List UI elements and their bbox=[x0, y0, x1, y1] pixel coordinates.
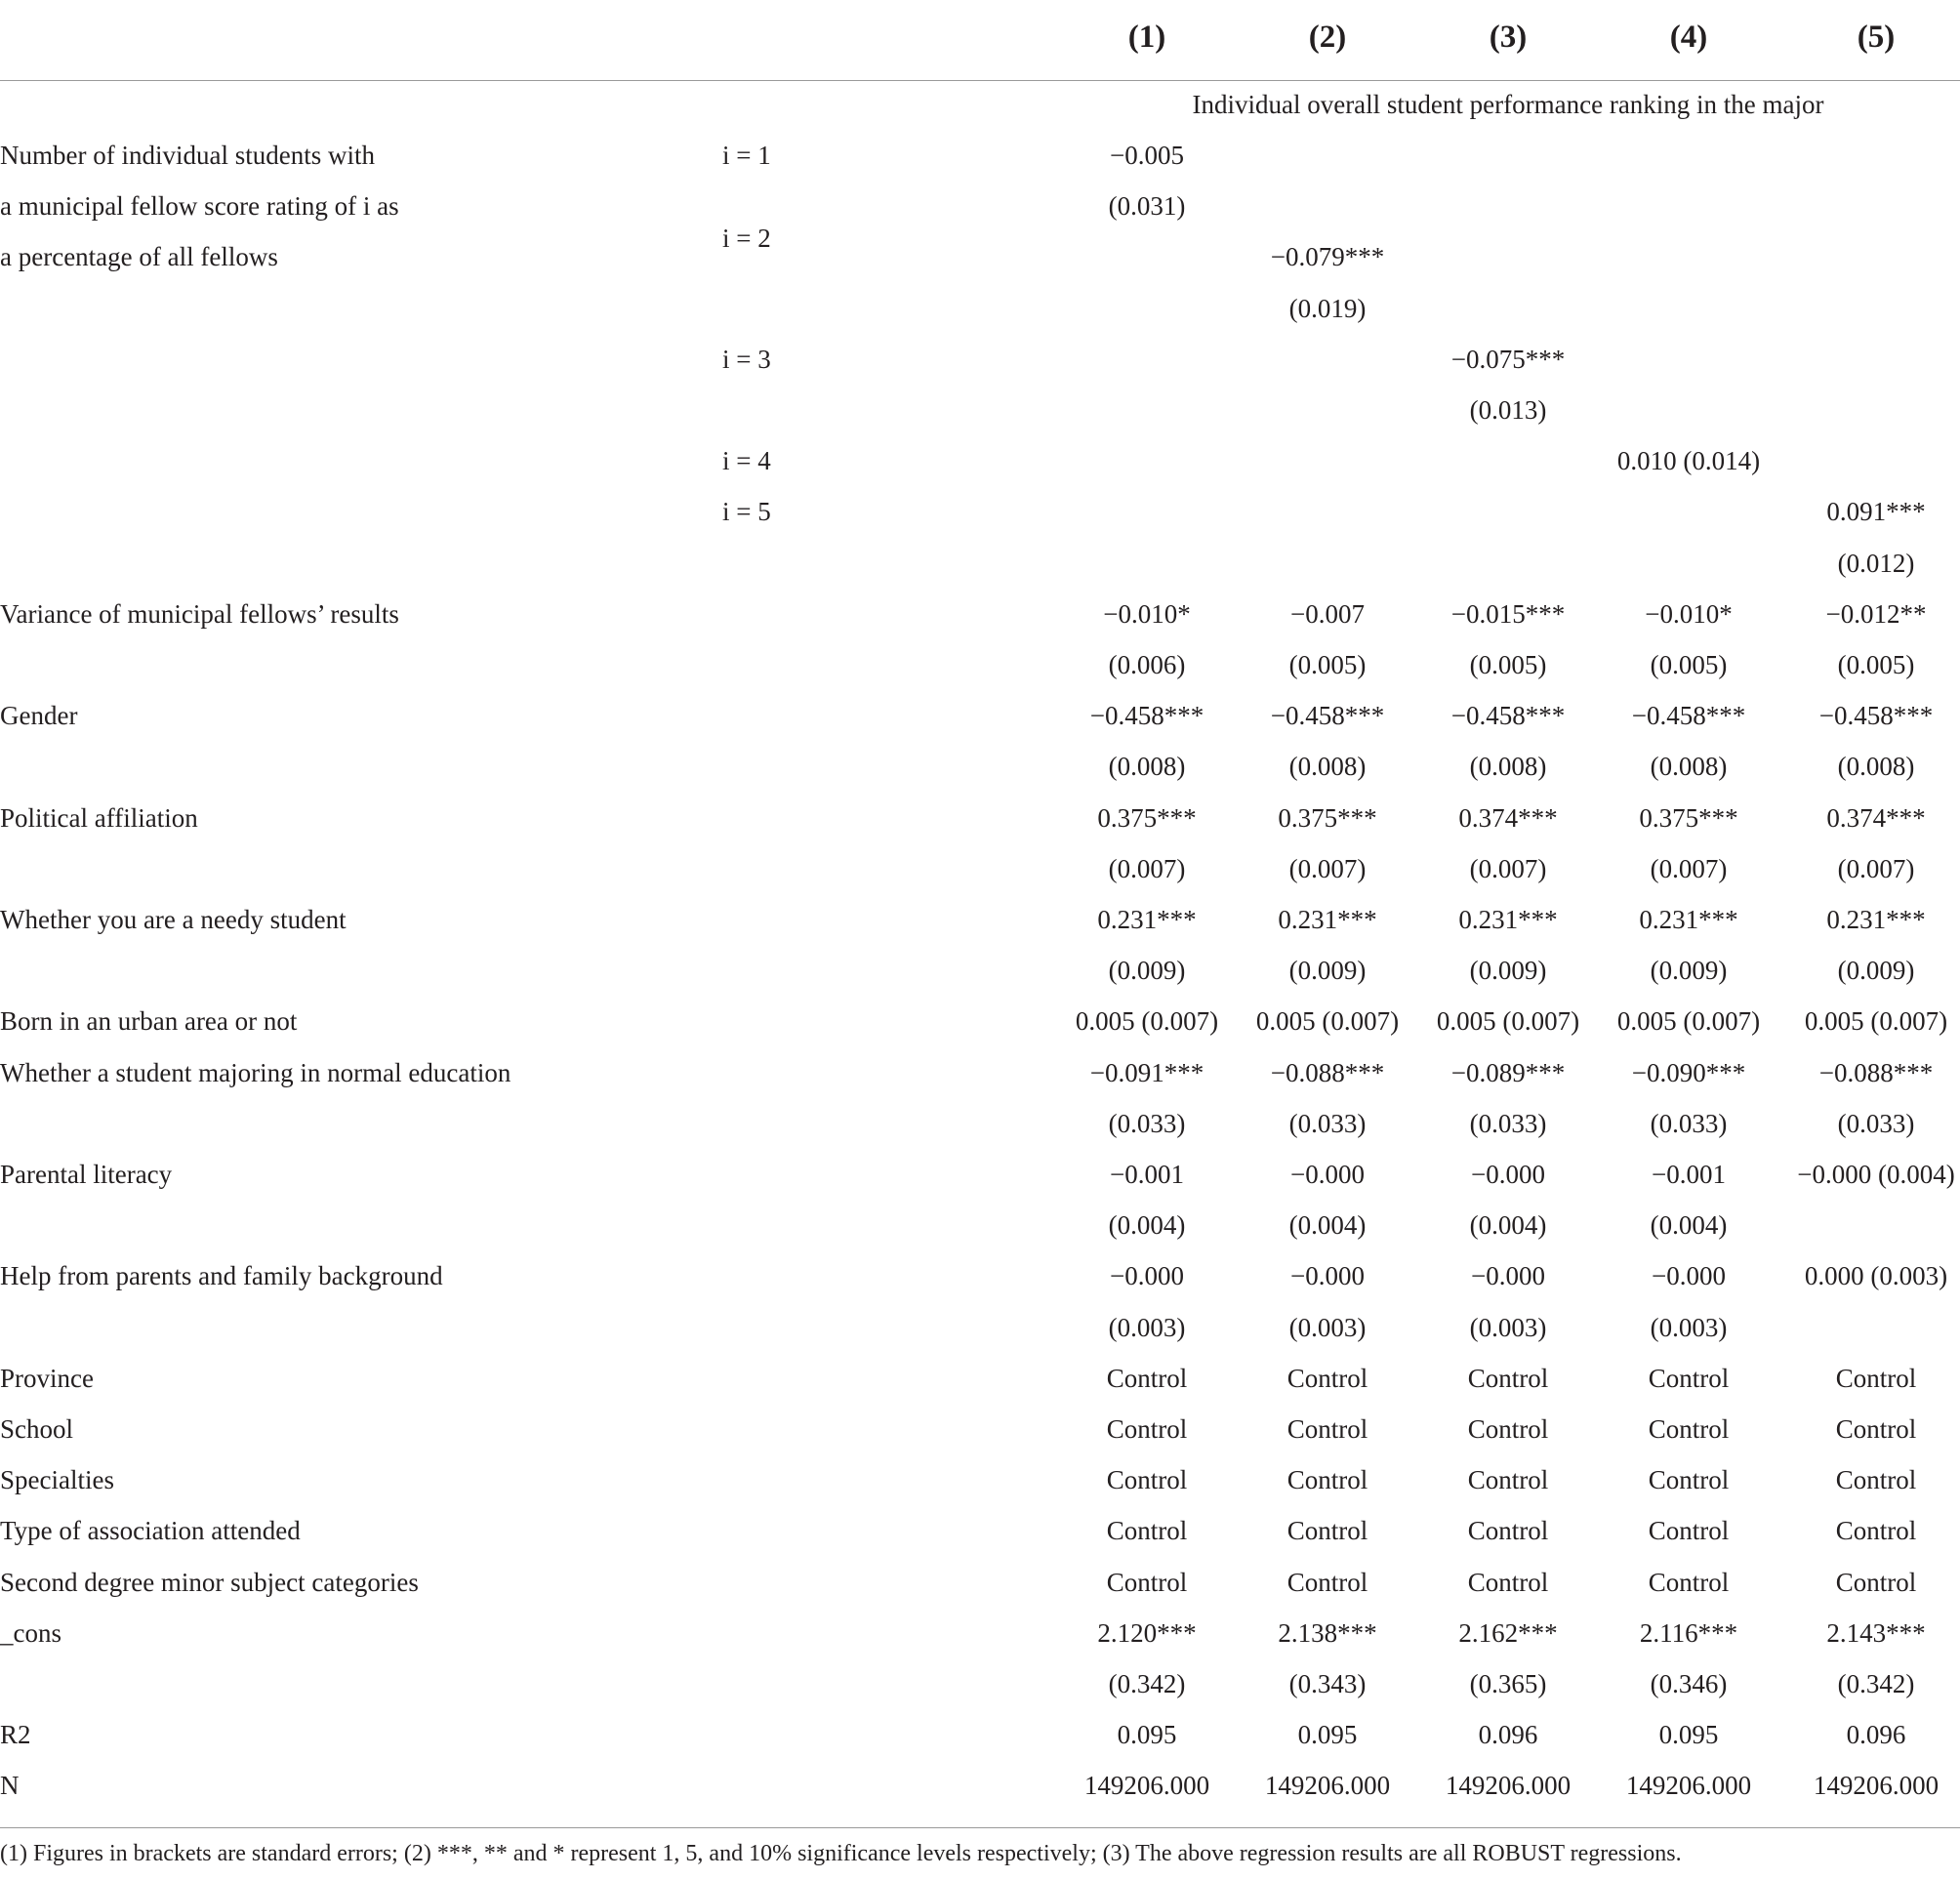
row-label: Political affiliation bbox=[0, 802, 198, 833]
std-error-cell: (0.005) bbox=[1650, 650, 1728, 679]
coefficient-cell: −0.000 bbox=[1290, 1160, 1365, 1189]
coefficient-cell: −0.458*** bbox=[1818, 701, 1934, 731]
column-header-3: (3) bbox=[1489, 20, 1528, 55]
coefficient-cell: −0.001 bbox=[1110, 1160, 1184, 1189]
std-error-cell: (0.005) bbox=[1837, 650, 1915, 679]
std-error-cell: (0.003) bbox=[1288, 1312, 1367, 1342]
row-label: Variance of municipal fellows’ results bbox=[0, 598, 399, 629]
coefficient-cell: −0.010* bbox=[1103, 598, 1191, 629]
std-error-cell: (0.008) bbox=[1288, 752, 1367, 782]
std-error-cell: (0.013) bbox=[1469, 395, 1547, 425]
coefficient-cell: 2.143*** bbox=[1826, 1617, 1926, 1648]
std-error-cell: (0.031) bbox=[1108, 191, 1186, 222]
std-error-cell: (0.342) bbox=[1108, 1669, 1186, 1698]
coefficient-cell: −0.015*** bbox=[1450, 598, 1566, 629]
std-error-cell: (0.004) bbox=[1108, 1210, 1186, 1241]
std-error-cell: (0.009) bbox=[1108, 956, 1186, 986]
std-error-cell: (0.007) bbox=[1288, 853, 1367, 883]
row-label: Whether a student majoring in normal education bbox=[0, 1057, 511, 1087]
coefficient-cell: Control bbox=[1835, 1465, 1917, 1495]
coefficient-cell: Control bbox=[1286, 1465, 1368, 1495]
coefficient-cell: −0.458*** bbox=[1089, 701, 1205, 731]
row-label: School bbox=[0, 1414, 74, 1444]
row-label: Parental literacy bbox=[0, 1160, 173, 1189]
coefficient-cell: 0.005 (0.007) bbox=[1616, 1006, 1761, 1037]
coefficient-cell: 0.091*** bbox=[1826, 497, 1926, 527]
std-error-cell: (0.019) bbox=[1288, 293, 1367, 323]
row-label: _cons bbox=[0, 1617, 61, 1648]
coefficient-cell: −0.007 bbox=[1290, 598, 1365, 629]
row-label: Whether you are a needy student bbox=[0, 905, 347, 934]
coefficient-cell: Control bbox=[1835, 1516, 1917, 1546]
row-label: Type of association attended bbox=[0, 1516, 301, 1546]
std-error-cell: (0.004) bbox=[1650, 1210, 1728, 1241]
coefficient-cell: −0.000 (0.004) bbox=[1797, 1160, 1955, 1189]
coefficient-cell: −0.090*** bbox=[1631, 1057, 1746, 1087]
coefficient-cell: Control bbox=[1106, 1465, 1188, 1495]
coefficient-cell: 2.120*** bbox=[1097, 1617, 1197, 1648]
coefficient-cell: Control bbox=[1648, 1516, 1730, 1546]
i-label: i = 5 bbox=[722, 497, 771, 527]
coefficient-cell: −0.458*** bbox=[1631, 701, 1746, 731]
coefficient-cell: Control bbox=[1286, 1363, 1368, 1393]
std-error-cell: (0.008) bbox=[1108, 752, 1186, 782]
std-error-cell: (0.006) bbox=[1108, 650, 1186, 679]
std-error-cell: (0.007) bbox=[1650, 853, 1728, 883]
row-label: Gender bbox=[0, 701, 78, 731]
coefficient-cell: 149206.000 bbox=[1264, 1771, 1391, 1801]
coefficient-cell: Control bbox=[1648, 1465, 1730, 1495]
coefficient-cell: 0.231*** bbox=[1826, 905, 1926, 934]
coefficient-cell: Control bbox=[1106, 1516, 1188, 1546]
coefficient-cell: −0.000 bbox=[1471, 1160, 1545, 1189]
std-error-cell: (0.012) bbox=[1837, 548, 1915, 578]
main-variable-label: a percentage of all fellows bbox=[0, 242, 278, 272]
row-label: N bbox=[0, 1771, 20, 1801]
coefficient-cell: Control bbox=[1648, 1567, 1730, 1597]
coefficient-cell: Control bbox=[1467, 1465, 1549, 1495]
coefficient-cell: Control bbox=[1648, 1363, 1730, 1393]
coefficient-cell: 0.231*** bbox=[1097, 905, 1197, 934]
i-label: i = 3 bbox=[722, 344, 771, 374]
column-header-2: (2) bbox=[1308, 20, 1347, 55]
coefficient-cell: 149206.000 bbox=[1625, 1771, 1752, 1801]
std-error-cell: (0.033) bbox=[1288, 1108, 1367, 1138]
coefficient-cell: −0.458*** bbox=[1270, 701, 1385, 731]
coefficient-cell: 0.005 (0.007) bbox=[1255, 1006, 1400, 1037]
coefficient-cell: −0.000 bbox=[1290, 1261, 1365, 1291]
coefficient-cell: −0.091*** bbox=[1089, 1057, 1205, 1087]
coefficient-cell: −0.000 bbox=[1652, 1261, 1726, 1291]
coefficient-cell: Control bbox=[1286, 1414, 1368, 1444]
coefficient-cell: Control bbox=[1835, 1414, 1917, 1444]
main-variable-label: Number of individual students with bbox=[0, 141, 375, 170]
coefficient-cell: 0.095 bbox=[1117, 1720, 1177, 1750]
std-error-cell: (0.009) bbox=[1288, 956, 1367, 986]
std-error-cell: (0.009) bbox=[1469, 956, 1547, 986]
coefficient-cell: 0.005 (0.007) bbox=[1436, 1006, 1580, 1037]
column-header-4: (4) bbox=[1669, 20, 1708, 55]
coefficient-cell: Control bbox=[1467, 1567, 1549, 1597]
std-error-cell: (0.005) bbox=[1469, 650, 1547, 679]
row-label: Born in an urban area or not bbox=[0, 1006, 298, 1037]
std-error-cell: (0.009) bbox=[1837, 956, 1915, 986]
coefficient-cell: 0.005 (0.007) bbox=[1804, 1006, 1948, 1037]
table-header bbox=[0, 0, 1960, 80]
coefficient-cell: Control bbox=[1648, 1414, 1730, 1444]
coefficient-cell: −0.088*** bbox=[1818, 1057, 1934, 1087]
main-variable-label: a municipal fellow score rating of i as bbox=[0, 191, 399, 222]
std-error-cell: (0.003) bbox=[1469, 1312, 1547, 1342]
row-label: Second degree minor subject categories bbox=[0, 1567, 419, 1597]
std-error-cell: (0.365) bbox=[1469, 1669, 1547, 1698]
std-error-cell: (0.033) bbox=[1650, 1108, 1728, 1138]
coefficient-cell: 0.096 bbox=[1846, 1720, 1906, 1750]
std-error-cell: (0.007) bbox=[1469, 853, 1547, 883]
coefficient-cell: −0.012** bbox=[1825, 598, 1927, 629]
coefficient-cell: 0.231*** bbox=[1639, 905, 1738, 934]
row-label: Help from parents and family background bbox=[0, 1261, 443, 1291]
std-error-cell: (0.003) bbox=[1650, 1312, 1728, 1342]
coefficient-cell: −0.005 bbox=[1110, 141, 1184, 170]
coefficient-cell: −0.088*** bbox=[1270, 1057, 1385, 1087]
std-error-cell: (0.033) bbox=[1108, 1108, 1186, 1138]
coefficient-cell: 0.095 bbox=[1297, 1720, 1358, 1750]
i-label: i = 1 bbox=[722, 141, 771, 170]
coefficient-cell: 0.374*** bbox=[1458, 802, 1558, 833]
table-footnote: (1) Figures in brackets are standard errors; (2) ***, ** and * represent 1, 5, and 10% significance levels respectively; (3) The above regression results are all ROBUST regressions. bbox=[0, 1841, 1682, 1866]
coefficient-cell: 0.000 (0.003) bbox=[1804, 1261, 1948, 1291]
std-error-cell: (0.008) bbox=[1837, 752, 1915, 782]
coefficient-cell: −0.001 bbox=[1652, 1160, 1726, 1189]
coefficient-cell: 0.095 bbox=[1658, 1720, 1719, 1750]
coefficient-cell: Control bbox=[1835, 1567, 1917, 1597]
coefficient-cell: 0.231*** bbox=[1278, 905, 1377, 934]
footer-rule bbox=[0, 1827, 1960, 1828]
std-error-cell: (0.033) bbox=[1837, 1108, 1915, 1138]
coefficient-cell: 149206.000 bbox=[1083, 1771, 1210, 1801]
coefficient-cell: Control bbox=[1106, 1567, 1188, 1597]
std-error-cell: (0.004) bbox=[1288, 1210, 1367, 1241]
coefficient-cell: Control bbox=[1467, 1516, 1549, 1546]
std-error-cell: (0.342) bbox=[1837, 1669, 1915, 1698]
coefficient-cell: −0.075*** bbox=[1450, 344, 1566, 374]
coefficient-cell: −0.458*** bbox=[1450, 701, 1566, 731]
coefficient-cell: −0.089*** bbox=[1450, 1057, 1566, 1087]
header-rule bbox=[0, 80, 1960, 81]
std-error-cell: (0.343) bbox=[1288, 1669, 1367, 1698]
coefficient-cell: 0.010 (0.014) bbox=[1616, 446, 1761, 476]
coefficient-cell: 149206.000 bbox=[1445, 1771, 1572, 1801]
row-label: Specialties bbox=[0, 1465, 114, 1495]
i-label: i = 2 bbox=[722, 224, 771, 254]
coefficient-cell: Control bbox=[1467, 1414, 1549, 1444]
std-error-cell: (0.033) bbox=[1469, 1108, 1547, 1138]
coefficient-cell: 0.374*** bbox=[1826, 802, 1926, 833]
coefficient-cell: −0.000 bbox=[1471, 1261, 1545, 1291]
column-header-1: (1) bbox=[1127, 20, 1166, 55]
coefficient-cell: Control bbox=[1106, 1414, 1188, 1444]
i-label: i = 4 bbox=[722, 446, 771, 476]
coefficient-cell: 0.005 (0.007) bbox=[1075, 1006, 1219, 1037]
row-label: R2 bbox=[0, 1720, 31, 1750]
std-error-cell: (0.008) bbox=[1650, 752, 1728, 782]
coefficient-cell: 2.138*** bbox=[1278, 1617, 1377, 1648]
std-error-cell: (0.007) bbox=[1837, 853, 1915, 883]
coefficient-cell: 0.375*** bbox=[1278, 802, 1377, 833]
coefficient-cell: Control bbox=[1286, 1567, 1368, 1597]
std-error-cell: (0.005) bbox=[1288, 650, 1367, 679]
coefficient-cell: Control bbox=[1835, 1363, 1917, 1393]
std-error-cell: (0.003) bbox=[1108, 1312, 1186, 1342]
coefficient-cell: 149206.000 bbox=[1813, 1771, 1940, 1801]
coefficient-cell: 0.231*** bbox=[1458, 905, 1558, 934]
std-error-cell: (0.009) bbox=[1650, 956, 1728, 986]
coefficient-cell: 0.375*** bbox=[1097, 802, 1197, 833]
std-error-cell: (0.004) bbox=[1469, 1210, 1547, 1241]
coefficient-cell: −0.010* bbox=[1645, 598, 1733, 629]
coefficient-cell: 0.096 bbox=[1478, 1720, 1538, 1750]
coefficient-cell: −0.079*** bbox=[1270, 242, 1385, 272]
coefficient-cell: Control bbox=[1467, 1363, 1549, 1393]
column-header-5: (5) bbox=[1857, 20, 1896, 55]
coefficient-cell: 2.162*** bbox=[1458, 1617, 1558, 1648]
std-error-cell: (0.008) bbox=[1469, 752, 1547, 782]
dependent-variable-label: Individual overall student performance ranking in the major bbox=[1192, 90, 1824, 119]
coefficient-cell: 0.375*** bbox=[1639, 802, 1738, 833]
coefficient-cell: Control bbox=[1106, 1363, 1188, 1393]
std-error-cell: (0.007) bbox=[1108, 853, 1186, 883]
coefficient-cell: 2.116*** bbox=[1639, 1617, 1738, 1648]
row-label: Province bbox=[0, 1363, 94, 1393]
std-error-cell: (0.346) bbox=[1650, 1669, 1728, 1698]
coefficient-cell: −0.000 bbox=[1110, 1261, 1184, 1291]
coefficient-cell: Control bbox=[1286, 1516, 1368, 1546]
